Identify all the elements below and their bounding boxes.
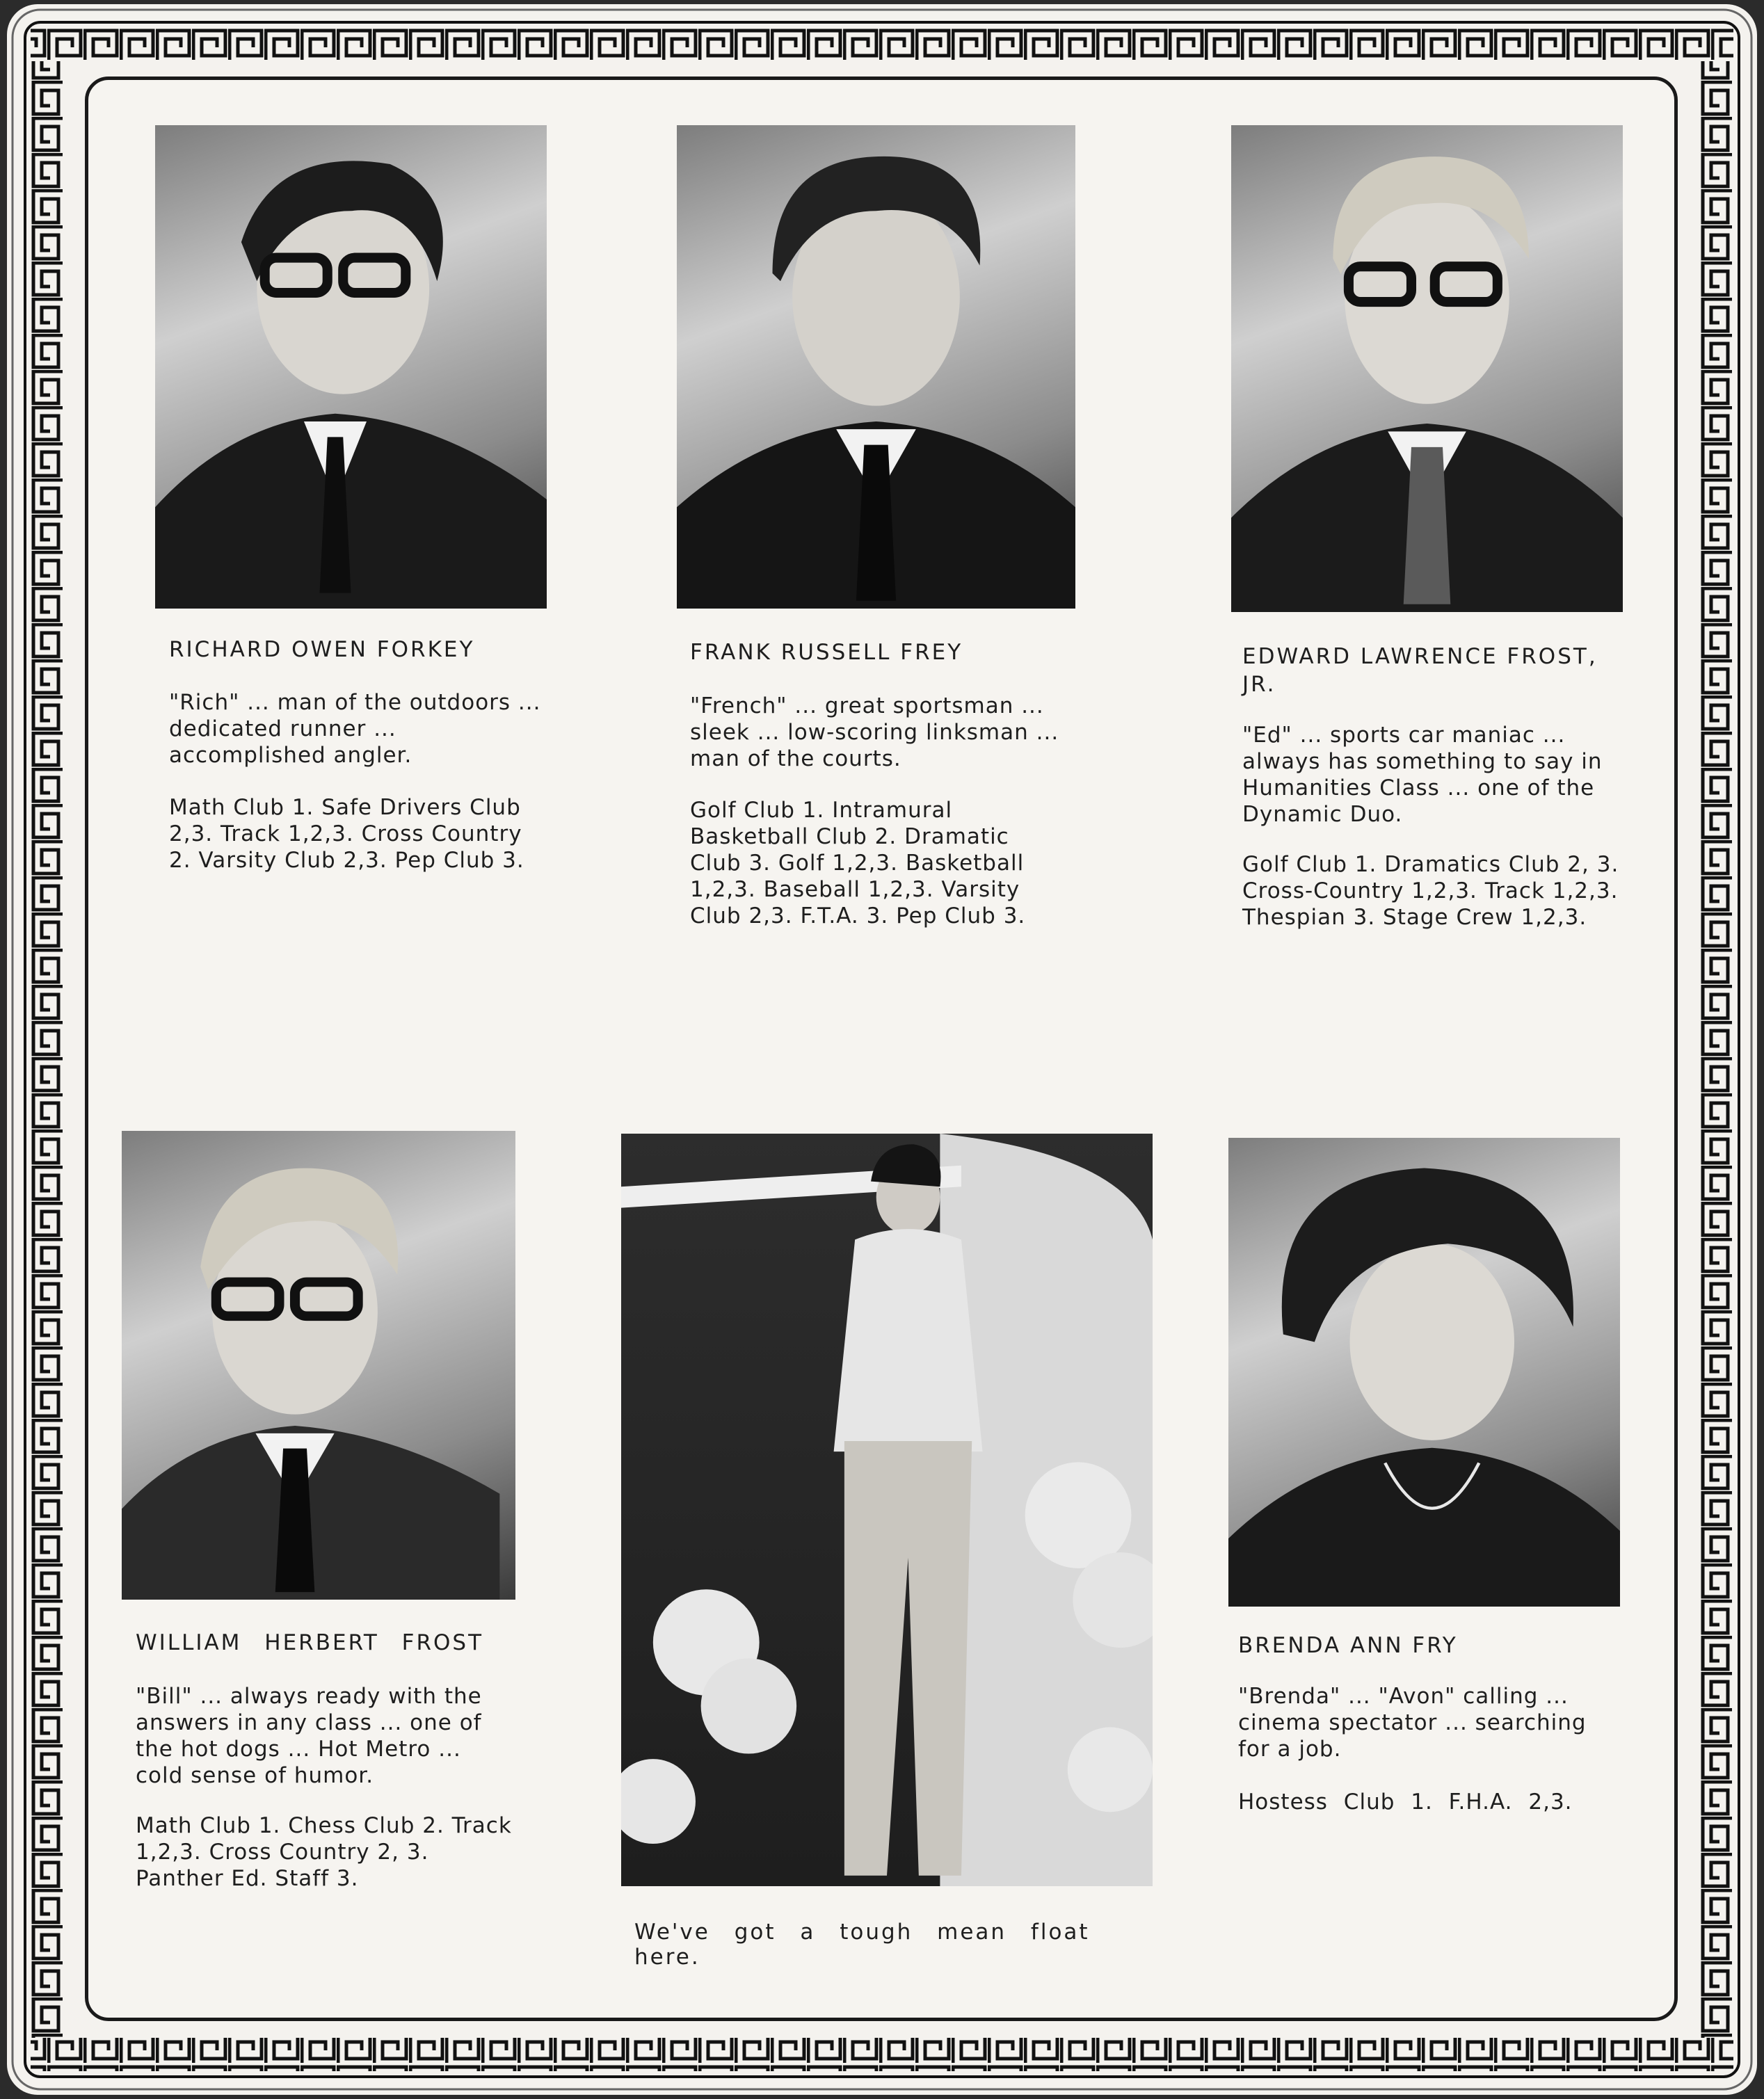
senior-name: BRENDA ANN FRY: [1238, 1633, 1458, 1658]
senior-activities: Golf Club 1. Intramural Basketball Club 2. Dramatic Club 3. Golf 1,2,3. Basketball 1,2,3. Baseball 1,2,3. Varsity Club 2,3. F.T.A. 3. Pep Club 3.: [690, 798, 1026, 928]
senior-description: "Bill" ... always ready with the answers in any class ... one of the hot dogs ... Hot Metro ... cold sense of humor.: [136, 1684, 482, 1788]
senior-name: RICHARD OWEN FORKEY: [169, 637, 475, 662]
senior-activities: Math Club 1. Safe Drivers Club 2,3. Track 1,2,3. Cross Country 2. Varsity Club 2,3. Pep Club 3.: [169, 795, 524, 873]
portrait-photo: [155, 125, 547, 609]
senior-name: EDWARD LAWRENCE FROST, JR.: [1242, 644, 1598, 697]
senior-description: "French" ... great sportsman ... sleek ... low-scoring linksman ... man of the courts.: [690, 693, 1059, 771]
candid-float-photo: [621, 1134, 1153, 1886]
senior-activities: Math Club 1. Chess Club 2. Track 1,2,3. Cross Country 2, 3. Panther Ed. Staff 3.: [136, 1813, 512, 1891]
senior-name: WILLIAM HERBERT FROST: [136, 1630, 484, 1655]
photo-caption: We've got a tough mean float here.: [634, 1920, 1090, 1970]
yearbook-page: [7, 4, 1757, 2095]
senior-description: "Brenda" ... "Avon" calling ... cinema spectator ... searching for a job.: [1238, 1684, 1587, 1762]
senior-name: FRANK RUSSELL FREY: [690, 640, 963, 665]
portrait-photo: [1231, 125, 1623, 612]
senior-activities: Hostess Club 1. F.H.A. 2,3.: [1238, 1790, 1573, 1815]
senior-description: "Rich" ... man of the outdoors ... dedicated runner ... accomplished angler.: [169, 690, 541, 768]
portrait-photo: [1228, 1138, 1620, 1607]
portrait-photo: [122, 1131, 515, 1600]
senior-activities: Golf Club 1. Dramatics Club 2, 3. Cross-Country 1,2,3. Track 1,2,3. Thespian 3. Stage Crew 1,2,3.: [1242, 852, 1619, 930]
senior-description: "Ed" ... sports car maniac ... always has something to say in Humanities Class ... one of the Dynamic Duo.: [1242, 723, 1603, 827]
portrait-photo: [677, 125, 1075, 609]
